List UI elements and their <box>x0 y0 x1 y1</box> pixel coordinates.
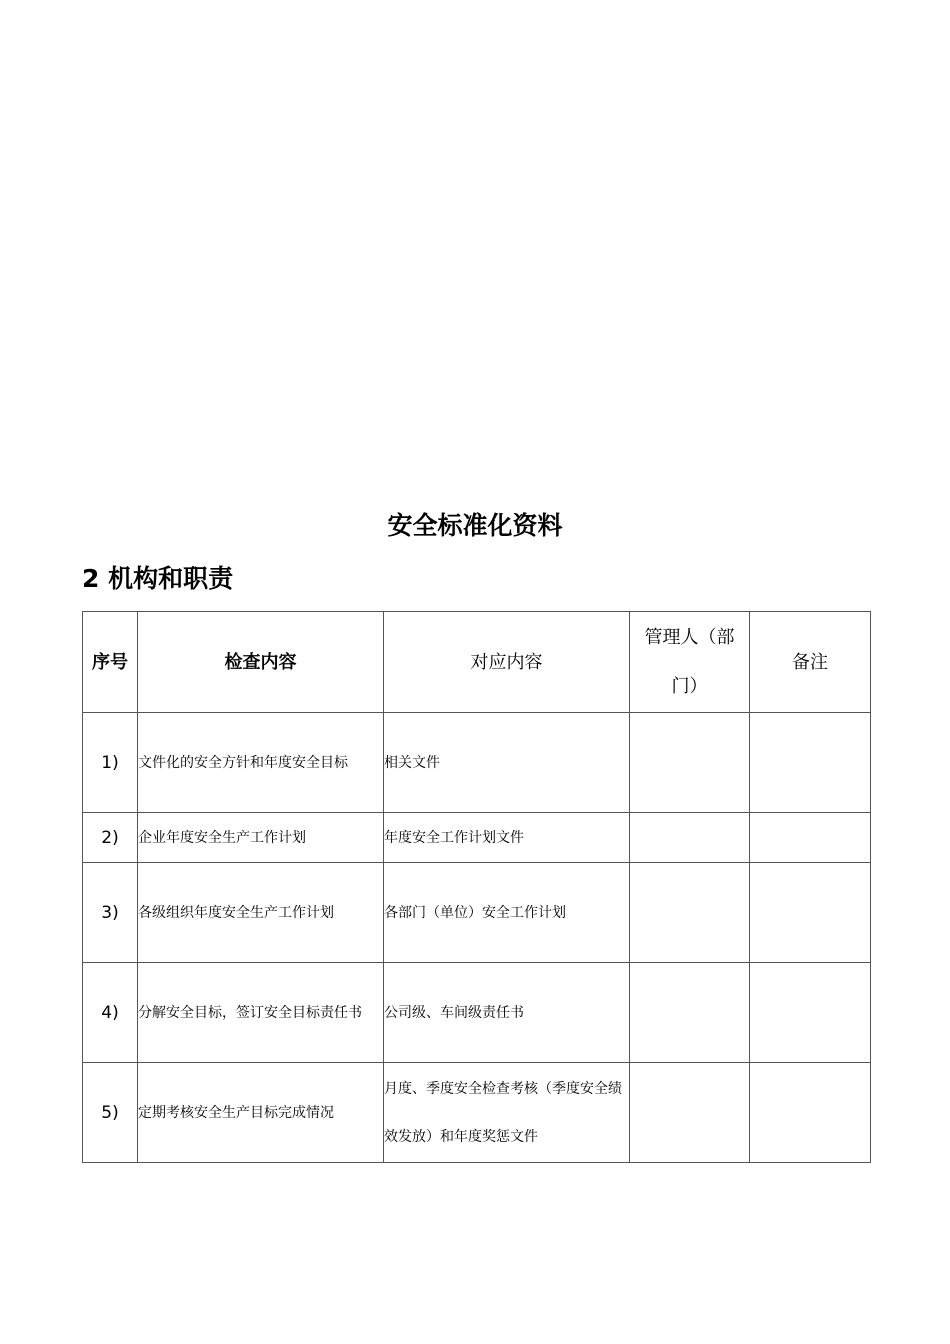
row-index: 1) <box>83 713 138 813</box>
section-heading: 2 机构和职责 <box>82 564 234 593</box>
document-title: 安全标准化资料 <box>387 511 563 540</box>
row-manager <box>630 863 750 963</box>
header-content: 检查内容 <box>138 612 384 713</box>
row-manager <box>630 713 750 813</box>
row-index: 3) <box>83 863 138 963</box>
row-notes <box>750 713 871 813</box>
row-index: 5) <box>83 1063 138 1163</box>
table-row <box>83 963 871 1063</box>
row-content: 定期考核安全生产目标完成情况 <box>138 1063 384 1163</box>
row-manager <box>630 963 750 1063</box>
table-row <box>83 713 871 813</box>
row-notes <box>750 963 871 1063</box>
row-index: 4) <box>83 963 138 1063</box>
inspection-table <box>82 611 871 1163</box>
row-manager <box>630 1063 750 1163</box>
row-corresponding: 月度、季度安全检查考核（季度安全绩效发放）和年度奖惩文件 <box>384 1063 630 1163</box>
row-manager <box>630 813 750 863</box>
table-row <box>83 1063 871 1163</box>
row-content: 文件化的安全方针和年度安全目标 <box>138 713 384 813</box>
row-content: 分解安全目标，签订安全目标责任书 <box>138 963 384 1063</box>
table-row <box>83 813 871 863</box>
row-content: 企业年度安全生产工作计划 <box>138 813 384 863</box>
row-index: 2) <box>83 813 138 863</box>
row-content: 各级组织年度安全生产工作计划 <box>138 863 384 963</box>
header-notes: 备注 <box>750 612 871 713</box>
row-corresponding: 各部门（单位）安全工作计划 <box>384 863 630 963</box>
row-corresponding: 公司级、车间级责任书 <box>384 963 630 1063</box>
row-notes <box>750 1063 871 1163</box>
row-notes <box>750 813 871 863</box>
row-notes <box>750 863 871 963</box>
table-row <box>83 863 871 963</box>
table-header-row <box>83 612 871 713</box>
header-manager: 管理人（部门） <box>630 612 750 713</box>
row-corresponding: 相关文件 <box>384 713 630 813</box>
header-index: 序号 <box>83 612 138 713</box>
header-corresponding: 对应内容 <box>384 612 630 713</box>
row-corresponding: 年度安全工作计划文件 <box>384 813 630 863</box>
